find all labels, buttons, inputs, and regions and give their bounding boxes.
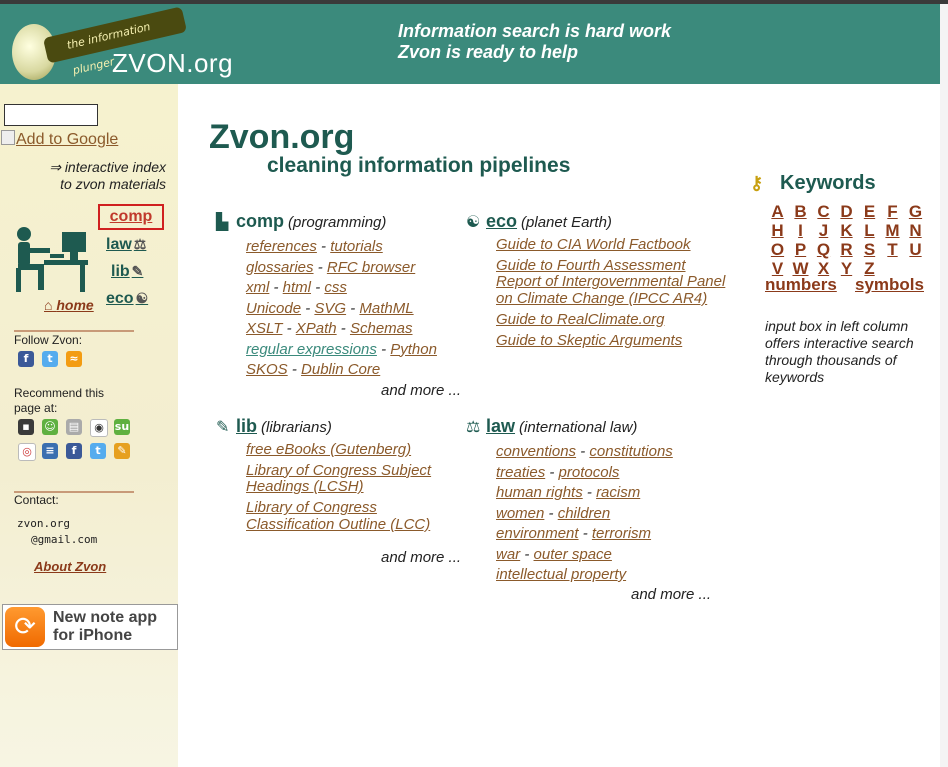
twitter-share-icon[interactable]: t bbox=[90, 443, 106, 459]
twitter-icon[interactable]: t bbox=[42, 351, 58, 367]
contact-email bbox=[17, 516, 97, 548]
section-comp bbox=[216, 211, 466, 378]
letter-link-g[interactable]: G bbox=[908, 202, 923, 221]
link-row: Unicode - SVG - MathML bbox=[246, 299, 414, 317]
link-row: xml - html - css bbox=[246, 279, 347, 296]
link-html[interactable]: html bbox=[282, 279, 312, 296]
section-eco-title[interactable]: eco bbox=[486, 211, 518, 231]
section-comp-header bbox=[216, 211, 466, 232]
add-to-google-label: Add to Google bbox=[16, 131, 119, 148]
reddit-icon[interactable]: ◉ bbox=[90, 419, 108, 437]
link-ipcc-ar4[interactable]: Guide to Fourth Assessment Report of Intergovernmental Panel on Climate Change (IPCC AR4) bbox=[496, 256, 726, 308]
letter-link-z[interactable]: Z bbox=[864, 259, 875, 278]
link-gutenberg[interactable]: free eBooks (Gutenberg) bbox=[246, 441, 412, 458]
recommend-label-line-1: Recommend this bbox=[14, 386, 105, 400]
contact-email-line-1: zvon.org bbox=[17, 517, 70, 530]
letter-link-i[interactable]: I bbox=[798, 221, 803, 240]
link-lcc[interactable]: Library of Congress Classification Outline (LCC) bbox=[246, 499, 431, 533]
pen-icon: ✎ bbox=[131, 263, 144, 279]
lib-more-link[interactable]: and more ... bbox=[381, 549, 462, 566]
letter-link-c[interactable]: C bbox=[817, 202, 830, 221]
link-row: treaties - protocols bbox=[496, 463, 620, 481]
section-law bbox=[466, 416, 716, 583]
section-eco-desc: (planet Earth) bbox=[521, 214, 612, 231]
worker-at-computer-icon bbox=[14, 224, 90, 294]
letter-link-l[interactable]: L bbox=[864, 221, 875, 240]
follow-label: Follow Zvon: bbox=[14, 333, 83, 347]
nav-home-link[interactable] bbox=[44, 297, 94, 313]
section-law-header bbox=[466, 416, 716, 437]
link-outer-space[interactable]: outer space bbox=[533, 545, 612, 563]
link-row: war - outer space bbox=[496, 545, 612, 563]
key-icon: ⚷ bbox=[750, 173, 764, 193]
keywords-title: Keywords bbox=[780, 172, 876, 194]
section-lib-links bbox=[246, 442, 461, 538]
link-css[interactable]: css bbox=[324, 279, 347, 296]
letter-row bbox=[766, 240, 930, 259]
letter-link-y[interactable]: Y bbox=[840, 259, 853, 278]
letter-link-k[interactable]: K bbox=[840, 221, 853, 240]
link-schemas[interactable]: Schemas bbox=[349, 320, 413, 337]
link-conventions[interactable]: conventions bbox=[496, 443, 577, 460]
link-protocols[interactable]: protocols bbox=[558, 463, 620, 481]
link-regular-expressions[interactable]: regular expressions bbox=[246, 340, 377, 358]
link-mathml[interactable]: MathML bbox=[359, 299, 414, 317]
letter-link-v[interactable]: V bbox=[771, 259, 784, 278]
tagline-line-2: Zvon is ready to help bbox=[398, 42, 579, 62]
keywords-numbers-link[interactable]: numbers bbox=[765, 275, 837, 294]
letter-link-a[interactable]: A bbox=[771, 202, 784, 221]
link-intellectual-property[interactable]: intellectual property bbox=[496, 566, 627, 583]
letter-link-e[interactable]: E bbox=[863, 202, 876, 221]
link-dublin-core[interactable]: Dublin Core bbox=[301, 361, 381, 378]
section-law-desc: (international law) bbox=[519, 419, 638, 436]
recommend-label bbox=[14, 386, 104, 416]
link-skeptic-arguments[interactable]: Guide to Skeptic Arguments bbox=[496, 331, 683, 349]
link-skos[interactable]: SKOS bbox=[246, 361, 288, 378]
letter-link-q[interactable]: Q bbox=[816, 240, 831, 259]
comp-more-link[interactable]: and more ... bbox=[381, 382, 462, 399]
scales-icon: ⚖ bbox=[466, 419, 481, 436]
recommend-label-line-2: page at: bbox=[14, 401, 58, 415]
link-environment[interactable]: environment bbox=[496, 525, 579, 542]
link-row: conventions - constitutions bbox=[496, 443, 673, 460]
letter-link-t[interactable]: T bbox=[887, 240, 898, 259]
link-constitutions[interactable]: constitutions bbox=[589, 443, 673, 460]
section-eco-header bbox=[466, 211, 716, 232]
yin-yang-icon: ☯ bbox=[135, 290, 149, 306]
header-tagline bbox=[398, 21, 671, 63]
rss-icon[interactable]: ≈ bbox=[66, 351, 82, 367]
link-row: environment - terrorism bbox=[496, 525, 652, 542]
letter-link-j[interactable]: J bbox=[818, 221, 829, 240]
target-icon[interactable]: ◎ bbox=[18, 443, 36, 461]
section-comp-desc: (programming) bbox=[288, 214, 387, 231]
link-svg[interactable]: SVG bbox=[314, 299, 347, 317]
letter-link-b[interactable]: B bbox=[794, 202, 807, 221]
link-row bbox=[496, 565, 726, 586]
nav-lib-link[interactable] bbox=[111, 263, 143, 281]
letter-link-u[interactable]: U bbox=[909, 240, 922, 259]
section-eco bbox=[466, 211, 726, 349]
letter-row bbox=[766, 221, 930, 240]
link-row: SKOS - Dublin Core bbox=[246, 361, 381, 378]
worker-at-computer-icon: ▙ bbox=[216, 214, 229, 231]
bookmark-icon[interactable]: ✎ bbox=[114, 443, 130, 459]
list-item bbox=[496, 333, 726, 350]
sidebar-divider bbox=[14, 330, 134, 332]
link-references[interactable]: references bbox=[246, 238, 317, 255]
letter-link-h[interactable]: H bbox=[771, 221, 784, 240]
list-item bbox=[496, 312, 726, 329]
link-realclimate[interactable]: Guide to RealClimate.org bbox=[496, 310, 665, 328]
nav-law-label: law bbox=[106, 236, 132, 253]
nav-comp-link[interactable]: comp bbox=[98, 204, 164, 230]
site-logo[interactable]: ZVON.org bbox=[112, 48, 234, 78]
link-xpath[interactable]: XPath bbox=[295, 320, 337, 337]
link-unicode[interactable]: Unicode bbox=[246, 299, 302, 317]
link-treaties[interactable]: treaties bbox=[496, 463, 546, 481]
right-gutter bbox=[940, 4, 948, 767]
list-item bbox=[496, 237, 726, 254]
section-law-links bbox=[496, 442, 726, 586]
section-lib-header bbox=[216, 416, 466, 437]
link-row: women - children bbox=[496, 504, 611, 522]
letter-link-n[interactable]: N bbox=[909, 221, 922, 240]
section-comp-links bbox=[246, 237, 476, 381]
list-item bbox=[496, 258, 726, 308]
letter-row bbox=[766, 202, 930, 221]
house-icon: ⌂ bbox=[44, 297, 53, 313]
link-row: human rights - racism bbox=[496, 484, 641, 501]
nav-home-label: home bbox=[56, 297, 94, 313]
link-glossaries[interactable]: glossaries bbox=[246, 258, 314, 276]
broken-image-icon bbox=[1, 130, 15, 145]
link-xslt[interactable]: XSLT bbox=[246, 320, 283, 337]
yin-yang-icon: ☯ bbox=[466, 214, 481, 231]
note-app-ad[interactable] bbox=[2, 604, 178, 650]
index-note-line-1: ⇒ interactive index bbox=[49, 159, 166, 175]
link-tutorials[interactable]: tutorials bbox=[330, 238, 383, 255]
link-women[interactable]: women bbox=[496, 504, 545, 522]
facebook-icon[interactable]: f bbox=[18, 351, 34, 367]
contact-label: Contact: bbox=[14, 493, 59, 507]
tagline-line-1: Information search is hard work bbox=[398, 21, 672, 41]
share-icon[interactable]: ☺ bbox=[42, 419, 58, 435]
letter-link-r[interactable]: R bbox=[840, 240, 853, 259]
list-item bbox=[246, 463, 461, 496]
link-row: regular expressions - Python bbox=[246, 340, 437, 358]
stumbleupon-icon[interactable]: su bbox=[114, 420, 130, 433]
link-terrorism[interactable]: terrorism bbox=[591, 525, 652, 542]
link-row: references - tutorials bbox=[246, 238, 383, 255]
index-note-line-2: to zvon materials bbox=[60, 176, 166, 192]
index-note bbox=[10, 159, 166, 193]
letter-link-d[interactable]: D bbox=[840, 202, 853, 221]
section-eco-links bbox=[496, 237, 726, 353]
section-lib bbox=[216, 416, 466, 533]
keywords-symbols-link[interactable]: symbols bbox=[855, 275, 924, 294]
scales-icon: ⚖ bbox=[133, 236, 147, 252]
letter-link-x[interactable]: X bbox=[817, 259, 830, 278]
list-icon[interactable]: ≡ bbox=[42, 443, 58, 459]
logo-tagline: the information plunger bbox=[43, 6, 187, 63]
link-row: glossaries - RFC browser bbox=[246, 258, 416, 276]
facebook-share-icon[interactable]: f bbox=[66, 443, 82, 459]
pen-icon: ✎ bbox=[216, 419, 230, 436]
about-zvon-link[interactable]: About Zvon bbox=[34, 559, 107, 574]
letter-link-o[interactable]: O bbox=[770, 240, 785, 259]
letter-link-s[interactable]: S bbox=[863, 240, 876, 259]
link-row: XSLT - XPath - Schemas bbox=[246, 320, 413, 337]
link-lcsh[interactable]: Library of Congress Subject Headings (LCSH) bbox=[246, 461, 432, 496]
letter-link-m[interactable]: M bbox=[885, 221, 900, 240]
section-lib-desc: (librarians) bbox=[261, 419, 332, 436]
ad-line-2: for iPhone bbox=[53, 627, 133, 644]
link-war[interactable]: war bbox=[496, 545, 521, 563]
link-human-rights[interactable]: human rights bbox=[496, 484, 583, 501]
ad-line-1: New note app bbox=[53, 609, 158, 626]
contact-email-line-2: @gmail.com bbox=[31, 533, 98, 546]
list-item bbox=[246, 442, 461, 459]
page-title: Zvon.org bbox=[209, 118, 355, 156]
section-comp-title: comp bbox=[236, 211, 285, 231]
keywords-note: input box in left column offers interactive search through thousands of keywords bbox=[765, 318, 914, 385]
keyword-letter-grid bbox=[766, 202, 930, 278]
letter-link-f[interactable]: F bbox=[887, 202, 898, 221]
nav-law-link[interactable] bbox=[106, 236, 146, 254]
link-cia-factbook[interactable]: Guide to CIA World Factbook bbox=[496, 236, 691, 253]
link-rfc-browser[interactable]: RFC browser bbox=[326, 258, 416, 276]
add-to-google-link[interactable] bbox=[1, 130, 118, 149]
section-law-title[interactable]: law bbox=[486, 416, 516, 436]
section-lib-title[interactable]: lib bbox=[236, 416, 257, 436]
app-icon: ⟳ bbox=[5, 607, 45, 647]
letter-link-p[interactable]: P bbox=[794, 240, 807, 259]
letter-link-w[interactable]: W bbox=[792, 259, 809, 278]
keyword-search-input[interactable] bbox=[4, 104, 98, 126]
list-item bbox=[246, 500, 461, 533]
link-children[interactable]: children bbox=[557, 504, 611, 522]
keywords-header bbox=[750, 172, 876, 195]
ad-text bbox=[53, 609, 157, 645]
link-python[interactable]: Python bbox=[390, 340, 437, 358]
nav-lib-label: lib bbox=[111, 263, 130, 280]
site-header bbox=[0, 4, 940, 84]
nav-eco-link[interactable] bbox=[106, 290, 148, 308]
law-more-link[interactable]: and more ... bbox=[631, 586, 712, 603]
delicious-icon[interactable]: ▪ bbox=[18, 419, 34, 435]
nav-eco-label: eco bbox=[106, 290, 134, 307]
page-subtitle: cleaning information pipelines bbox=[267, 154, 571, 177]
link-racism[interactable]: racism bbox=[596, 484, 641, 501]
link-xml[interactable]: xml bbox=[246, 279, 270, 296]
print-icon[interactable]: ▤ bbox=[66, 419, 82, 435]
